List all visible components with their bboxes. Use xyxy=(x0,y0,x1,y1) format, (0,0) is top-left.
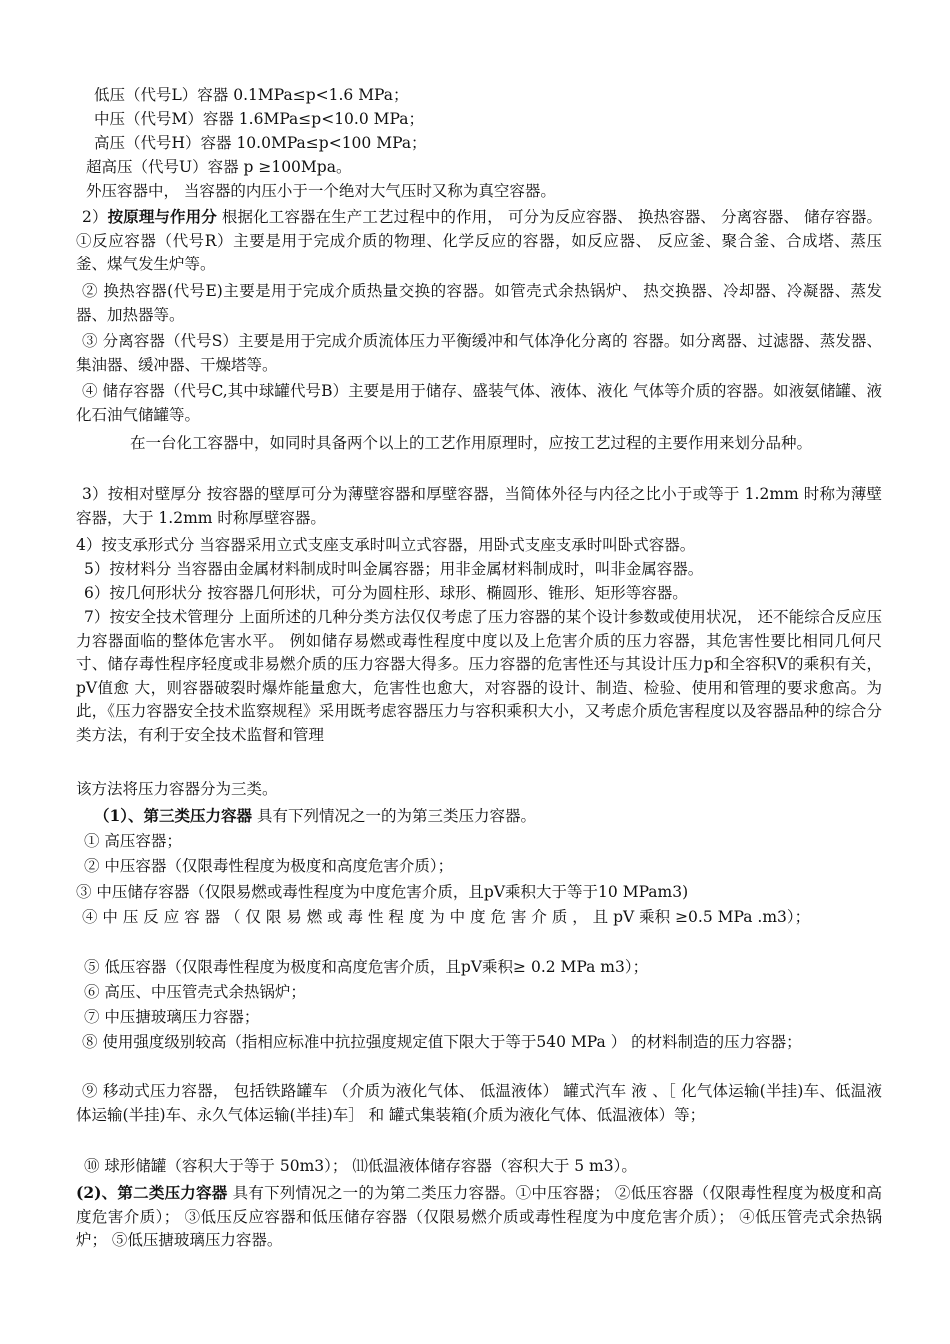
list-item-2: ② 中压容器（仅限毒性程度为极度和高度危害介质）； xyxy=(84,857,454,875)
list-item-10-11: ⑩ 球形储罐（容积大于等于 50m3）； ⑾低温液体储存容器（容积大于 5 m3）。 xyxy=(84,1157,637,1175)
paragraph-main-function: 在一台化工容器中，如同时具备两个以上的工艺作用原理时，应按工艺过程的主要作用来划分品种。 xyxy=(130,434,813,452)
paragraph-body: 根据化工容器在生产工艺过程中的作用， 可分为反应容器、 换热容器、 分离容器、 储存容器。 ①反应容器（代号R）主要是用于完成介质的物理、化学反应的容器，如反应器、 反应釜、聚合釜、合成塔、蒸压釜、煤气发生炉等。 xyxy=(76,208,882,273)
list-item-4: ④ 中 压 反 应 容 器 （ 仅 限 易 燃 或 毒 性 程 度 为 中 度 危 害 介 质 ， 且 pV 乘积 ≥0.5 MPa .m3）； xyxy=(82,908,811,926)
class-three-title: （1）、第三类压力容器 xyxy=(94,806,253,825)
paragraph-heading: 按原理与作用分 xyxy=(107,207,217,226)
class-three-intro: 具有下列情况之一的为第三类压力容器。 xyxy=(252,807,536,825)
list-item-5: ⑤ 低压容器（仅限毒性程度为极度和高度危害介质，且pV乘积≥ 0.2 MPa m3）； xyxy=(84,958,649,976)
paragraph-by-principle xyxy=(76,205,882,277)
paragraph-geometry: 6）按几何形状分 按容器几何形状，可分为圆柱形、球形、椭圆形、锥形、矩形等容器。 xyxy=(84,584,688,602)
heading-class-three xyxy=(94,804,900,829)
paragraph-three-classes: 该方法将压力容器分为三类。 xyxy=(76,780,278,798)
line-ultra-high-pressure: 超高压（代号U）容器 p ≥100Mpa。 xyxy=(86,158,352,176)
paragraph-heat-exchange: ② 换热容器(代号E)主要是用于完成介质热量交换的容器。如管壳式余热锅炉、 热交换器、冷却器、冷凝器、蒸发器、加热器等。 xyxy=(76,282,882,324)
list-item-8: ⑧ 使用强度级别较高（指相应标准中抗拉强度规定值下限大于等于540 MPa ） 的材料制造的压力容器； xyxy=(82,1033,802,1051)
list-item-9: ⑨ 移动式压力容器， 包括铁路罐车 （介质为液化气体、 低温液体） 罐式汽车 液 、［ 化气体运输(半挂)车、低温液体运输(半挂)车、永久气体运输(半挂)车］ 和 罐式集装箱(介质为液化气体、低温液体）等； xyxy=(76,1082,882,1124)
line-vacuum-vessel: 外压容器中， 当容器的内压小于一个绝对大气压时又称为真空容器。 xyxy=(86,182,556,200)
list-item-3: ③ 中压储存容器（仅限易燃或毒性程度为中度危害介质，且pV乘积大于等于10 MPam3) xyxy=(76,883,689,901)
paragraph-storage: ④ 储存容器（代号C,其中球罐代号B）主要是用于储存、盛装气体、液体、液化 气体等介质的容器。如液氨储罐、液化石油气储罐等。 xyxy=(76,382,882,424)
line-medium-pressure: 中压（代号M）容器 1.6MPa≤p<10.0 MPa； xyxy=(94,110,424,128)
list-item-6: ⑥ 高压、中压管壳式余热锅炉； xyxy=(84,983,306,1001)
paragraph-safety-management: 7）按安全技术管理分 上面所述的几种分类方法仅仅考虑了压力容器的某个设计参数或使用状况， 还不能综合反应压力容器面临的整体危害水平。 例如储存易燃或毒性程度中度以及上危害介质的压力容器，其危害性要比相同几何尺寸、储存毒性程序轻度或非易燃介质的压力容器大得多。压力容器的危害性还与其设计压力p和全容积V的乘积有关，pV值愈 大，则容器破裂时爆炸能量愈大，危害性也愈大，对容器的设计、制造、检验、使用和管理的要求愈高。为此，《压力容器安全技术监察规程》采用既考虑容器压力与容积乘积大小，又考虑介质危害程度以及容器品种的综合分类方法，有利于安全技术监督和管理 xyxy=(76,608,882,744)
class-two-title: (2)、第二类压力容器 xyxy=(76,1183,228,1202)
list-item-7: ⑦ 中压搪玻璃压力容器； xyxy=(84,1008,260,1026)
paragraph-prefix: 2） xyxy=(82,208,108,226)
paragraph-material: 5）按材料分 当容器由金属材料制成时叫金属容器；用非金属材料制成时，叫非金属容器。 xyxy=(84,560,704,578)
paragraph-support-form: 4）按支承形式分 当容器采用立式支座支承时叫立式容器，用卧式支座支承时叫卧式容器。 xyxy=(76,536,696,554)
list-item-1: ① 高压容器； xyxy=(84,832,182,850)
paragraph-wall-thickness: 3）按相对壁厚分 按容器的壁厚可分为薄壁容器和厚壁容器，当简体外径与内径之比小于或等于 1.2mm 时称为薄壁容器，大于 1.2mm 时称厚壁容器。 xyxy=(76,485,882,527)
paragraph-class-two xyxy=(76,1181,882,1253)
paragraph-separation: ③ 分离容器（代号S）主要是用于完成介质流体压力平衡缓冲和气体净化分离的 容器。如分离器、过滤器、蒸发器、集油器、缓冲器、干燥塔等。 xyxy=(76,332,882,374)
line-low-pressure: 低压（代号L）容器 0.1MPa≤p<1.6 MPa； xyxy=(94,86,409,104)
class-two-body: 具有下列情况之一的为第二类压力容器。①中压容器； ②低压容器（仅限毒性程度为极度和高度危害介质）； ③低压反应容器和低压储存容器（仅限易燃介质或毒性程度为中度危害介质）； ④低压管壳式余热锅炉； ⑤低压搪玻璃压力容器。 xyxy=(76,1184,882,1249)
line-high-pressure: 高压（代号H）容器 10.0MPa≤p<100 MPa； xyxy=(94,134,427,152)
